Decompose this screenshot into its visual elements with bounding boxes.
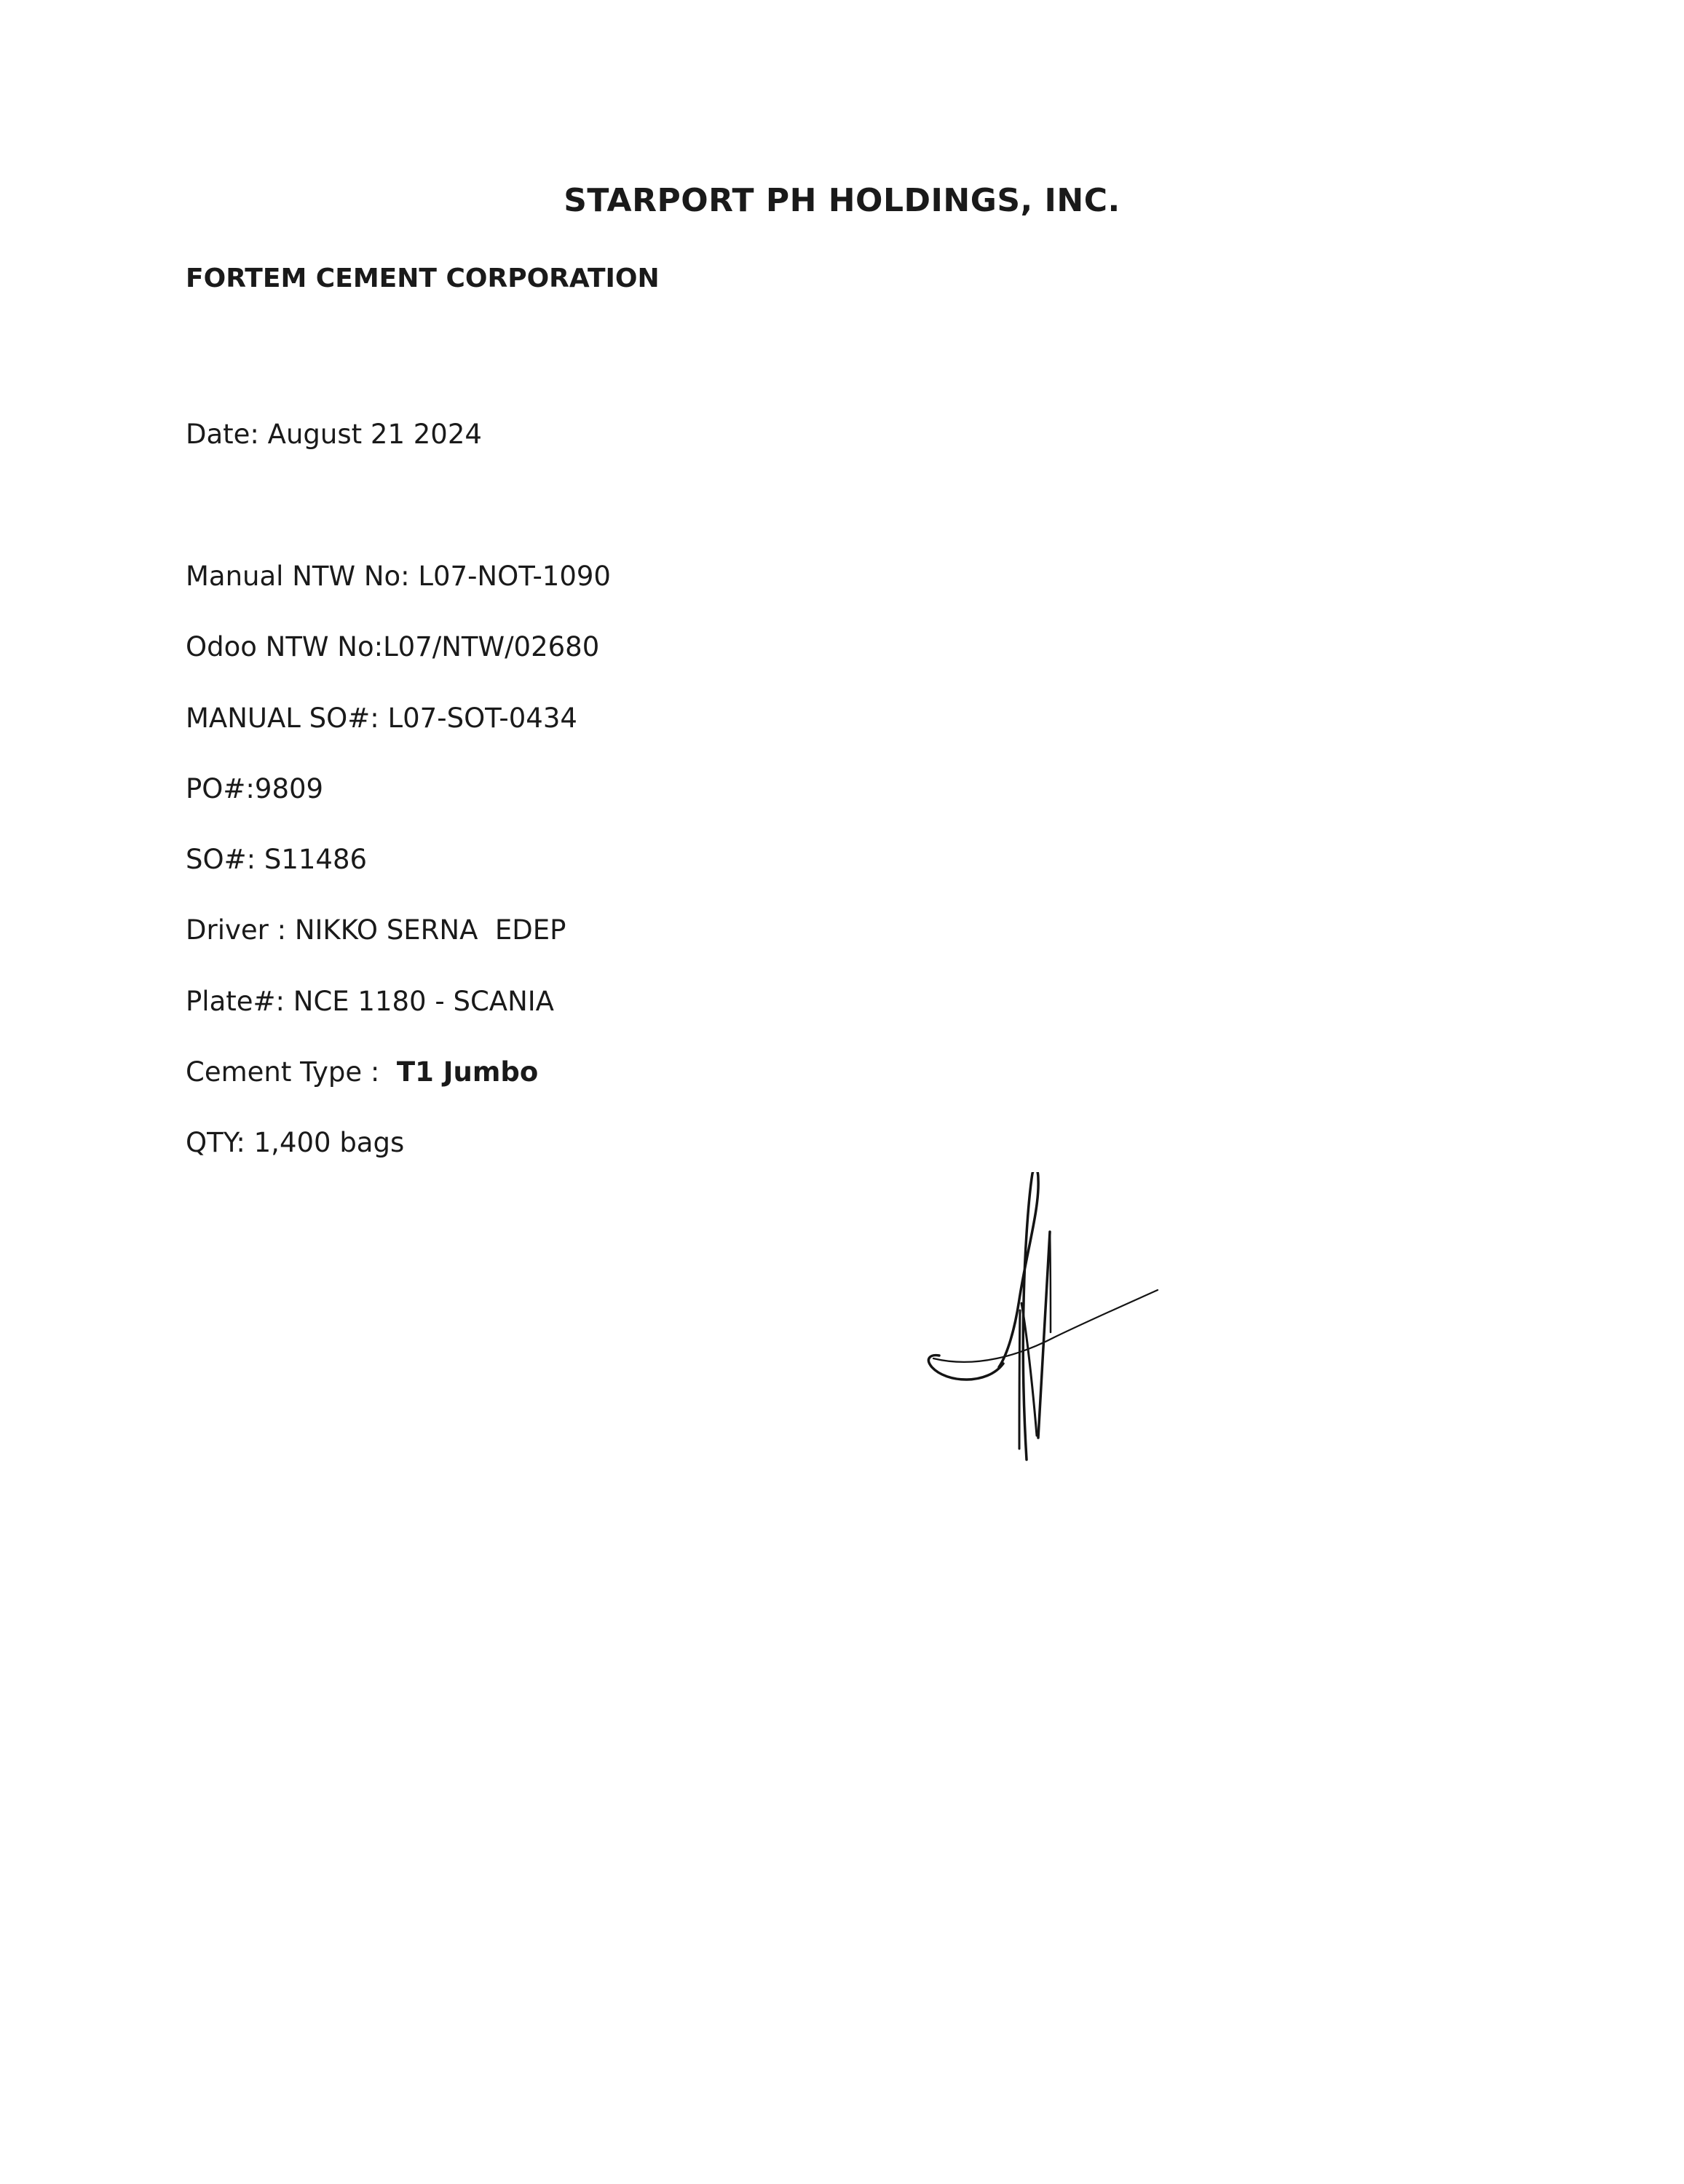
driver-line bbox=[186, 912, 566, 949]
manual-so-value: L07-SOT-0434 bbox=[387, 703, 577, 734]
cement-type-line bbox=[186, 1054, 538, 1091]
date-value: August 21 2024 bbox=[267, 419, 482, 450]
cement-type-label: Cement Type : bbox=[186, 1056, 397, 1088]
plate-line bbox=[186, 984, 554, 1020]
driver-value: NIKKO SERNA EDEP bbox=[294, 914, 566, 946]
qty-value: 1,400 bags bbox=[253, 1127, 405, 1158]
date-line bbox=[186, 416, 482, 453]
manual-ntw-value: L07-NOT-1090 bbox=[418, 561, 611, 592]
driver-label: Driver : bbox=[186, 914, 295, 946]
manual-so-label: MANUAL SO#: bbox=[186, 703, 388, 734]
manual-ntw-line bbox=[186, 558, 611, 595]
odoo-ntw-value: L07/NTW/02680 bbox=[383, 631, 600, 662]
company-title: STARPORT PH HOLDINGS, INC. bbox=[564, 182, 1120, 219]
po-label: PO#: bbox=[186, 773, 255, 804]
so-value: S11486 bbox=[264, 844, 368, 875]
manual-so-line bbox=[186, 700, 577, 737]
recipient-company: FORTEM CEMENT CORPORATION bbox=[186, 264, 660, 293]
date-label: Date: bbox=[186, 419, 268, 450]
manual-ntw-label: Manual NTW No: bbox=[186, 561, 419, 592]
plate-value: NCE 1180 - SCANIA bbox=[293, 986, 554, 1017]
qty-line bbox=[186, 1125, 404, 1161]
plate-label: Plate#: bbox=[186, 986, 293, 1017]
po-value: 9809 bbox=[254, 773, 324, 804]
po-line bbox=[186, 771, 323, 807]
qty-label: QTY: bbox=[186, 1127, 254, 1158]
so-label: SO#: bbox=[186, 844, 264, 875]
odoo-ntw-label: Odoo NTW No: bbox=[186, 631, 384, 662]
cement-type-value: T1 Jumbo bbox=[396, 1056, 539, 1088]
so-line bbox=[186, 842, 367, 878]
odoo-ntw-line bbox=[186, 629, 599, 665]
handwritten-signature bbox=[917, 1172, 1172, 1463]
